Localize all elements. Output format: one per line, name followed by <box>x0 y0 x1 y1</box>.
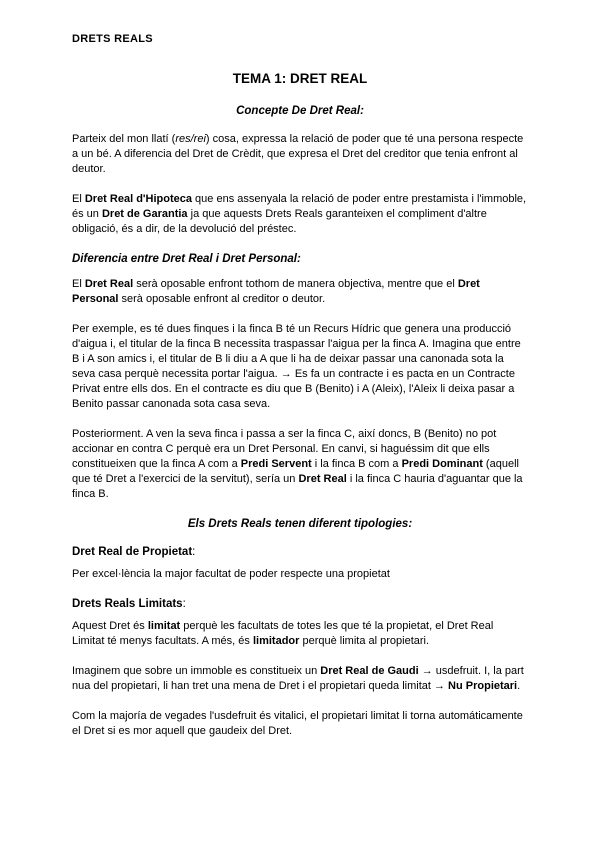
text-run: ja que aquests Drets Reals garanteixen el compliment d'altre obligació, és a dir, de la devolució del préstec. <box>72 208 487 235</box>
text-run: Predi Servent <box>240 458 312 470</box>
paragraph-propietat <box>72 567 528 582</box>
text-run: Per excel·lència la major facultat de poder respecte una propietat <box>72 568 390 580</box>
text-run: Predi Dominant <box>401 458 483 470</box>
heading-diferencia <box>72 252 528 267</box>
text-run: res/rei <box>175 133 206 145</box>
text-run: Dret de Garantia <box>101 208 188 220</box>
document-body <box>72 104 528 739</box>
text-run: limitat <box>147 620 181 632</box>
text-run: Dret Real <box>298 473 347 485</box>
text-run: Dret Personal <box>72 278 480 305</box>
document-header: DRETS REALS <box>72 33 153 45</box>
text-run: Aquest Dret és <box>72 620 148 632</box>
text-run: Imaginem que sobre un immoble es constitueix un <box>72 665 321 677</box>
text-run: Posteriorment. A ven la seva finca i passa a ser la finca C, així doncs, B (Benito) no pot accionar en contra C perquè era un Dret Personal. En canvi, si haguéssim dit que ells constitueixen que la finca A com a <box>72 428 497 470</box>
text-run: i la finca C hauria d'aguantar que la finca B. <box>72 473 523 500</box>
paragraph-posteriorment <box>72 427 528 502</box>
heading-concepte <box>72 104 528 119</box>
text-run: perquè les facultats de totes les que té la propietat, el Dret Real Limitat té menys facultats. A més, és <box>72 620 494 647</box>
text-run: Parteix del mon llatí ( <box>72 133 176 145</box>
text-run: : <box>182 598 186 610</box>
text-run: limitador <box>252 635 300 647</box>
document-title: TEMA 1: DRET REAL <box>232 71 368 86</box>
text-run: ) cosa, expressa la relació de poder que té una persona respecte a un bé. A diferencia del Dret de Crèdit, que expresa el Dret del creditor que tenia enfront al deutor. <box>72 133 524 175</box>
paragraph-gaudi <box>72 664 528 694</box>
text-run: El <box>72 278 85 290</box>
text-run: que ens assenyala la relació de poder entre prestamista i l'immoble, és un <box>72 193 527 220</box>
text-run: Per exemple, es té dues finques i la finca B té un Recurs Hídric que genera una producció d'aigua i, el titular de la finca B necessita traspassar l'aigua per la finca A. Imagina que entre B i A son amics i, el titular de B li diu a A que li ha de deixar passar una canonada sota la seva casa perquè necessita portar l'aigua. → Es fa un contracte i es pacta en un Contracte Privat entre ells dos. En el contracte es diu que B (Benito) i A (Aleix), l'Aleix li deixa pasar a Benito passar canonada sota casa seva. <box>72 323 521 410</box>
text-run: Els Drets Reals tenen diferent tipologies: <box>187 518 413 530</box>
text-run: (aquell que té Dret a l'exercici de la servitut), sería un <box>72 458 519 485</box>
text-run: serà oposable enfront tothom de manera objectiva, mentre que el <box>133 278 458 290</box>
text-run: Drets Reals Limitats <box>72 598 183 610</box>
text-run: i la finca B com a <box>311 458 402 470</box>
text-run: perquè limita al propietari. <box>299 635 430 647</box>
text-run: → usdefruit. I, la part nua del propietari, li han tret una mena de Dret i el propietari queda limitat → <box>72 665 524 692</box>
text-run: Com la majoría de vegades l'usdefruit és vitalici, el propietari limitat li torna automáticamente el Dret si es mor aquell que gaudeix del Dret. <box>72 710 523 737</box>
text-run: serà oposable enfront al creditor o deutor. <box>118 293 326 305</box>
paragraph-oposable <box>72 277 528 307</box>
paragraph-usdefruit-vitalici <box>72 709 528 739</box>
text-run: Dret Real de Propietat <box>72 546 193 558</box>
text-run: Concepte De Dret Real: <box>236 105 364 117</box>
text-run: Nu Propietari <box>448 680 518 692</box>
heading-drets-reals-limitats <box>72 597 528 612</box>
text-run: Dret Real d'Hipoteca <box>84 193 192 205</box>
paragraph-exemple <box>72 322 528 412</box>
heading-dret-real-propietat <box>72 545 528 560</box>
text-run: El <box>72 193 85 205</box>
text-run: : <box>192 546 196 558</box>
text-run: Diferencia entre Dret Real i Dret Personal: <box>72 253 301 265</box>
paragraph-hipoteca <box>72 192 528 237</box>
heading-tipologies <box>72 517 528 532</box>
paragraph-limitats <box>72 619 528 649</box>
text-run: . <box>517 680 521 692</box>
text-run: Dret Real <box>84 278 134 290</box>
text-run: Dret Real de Gaudi <box>320 665 419 677</box>
paragraph-concepte <box>72 132 528 177</box>
